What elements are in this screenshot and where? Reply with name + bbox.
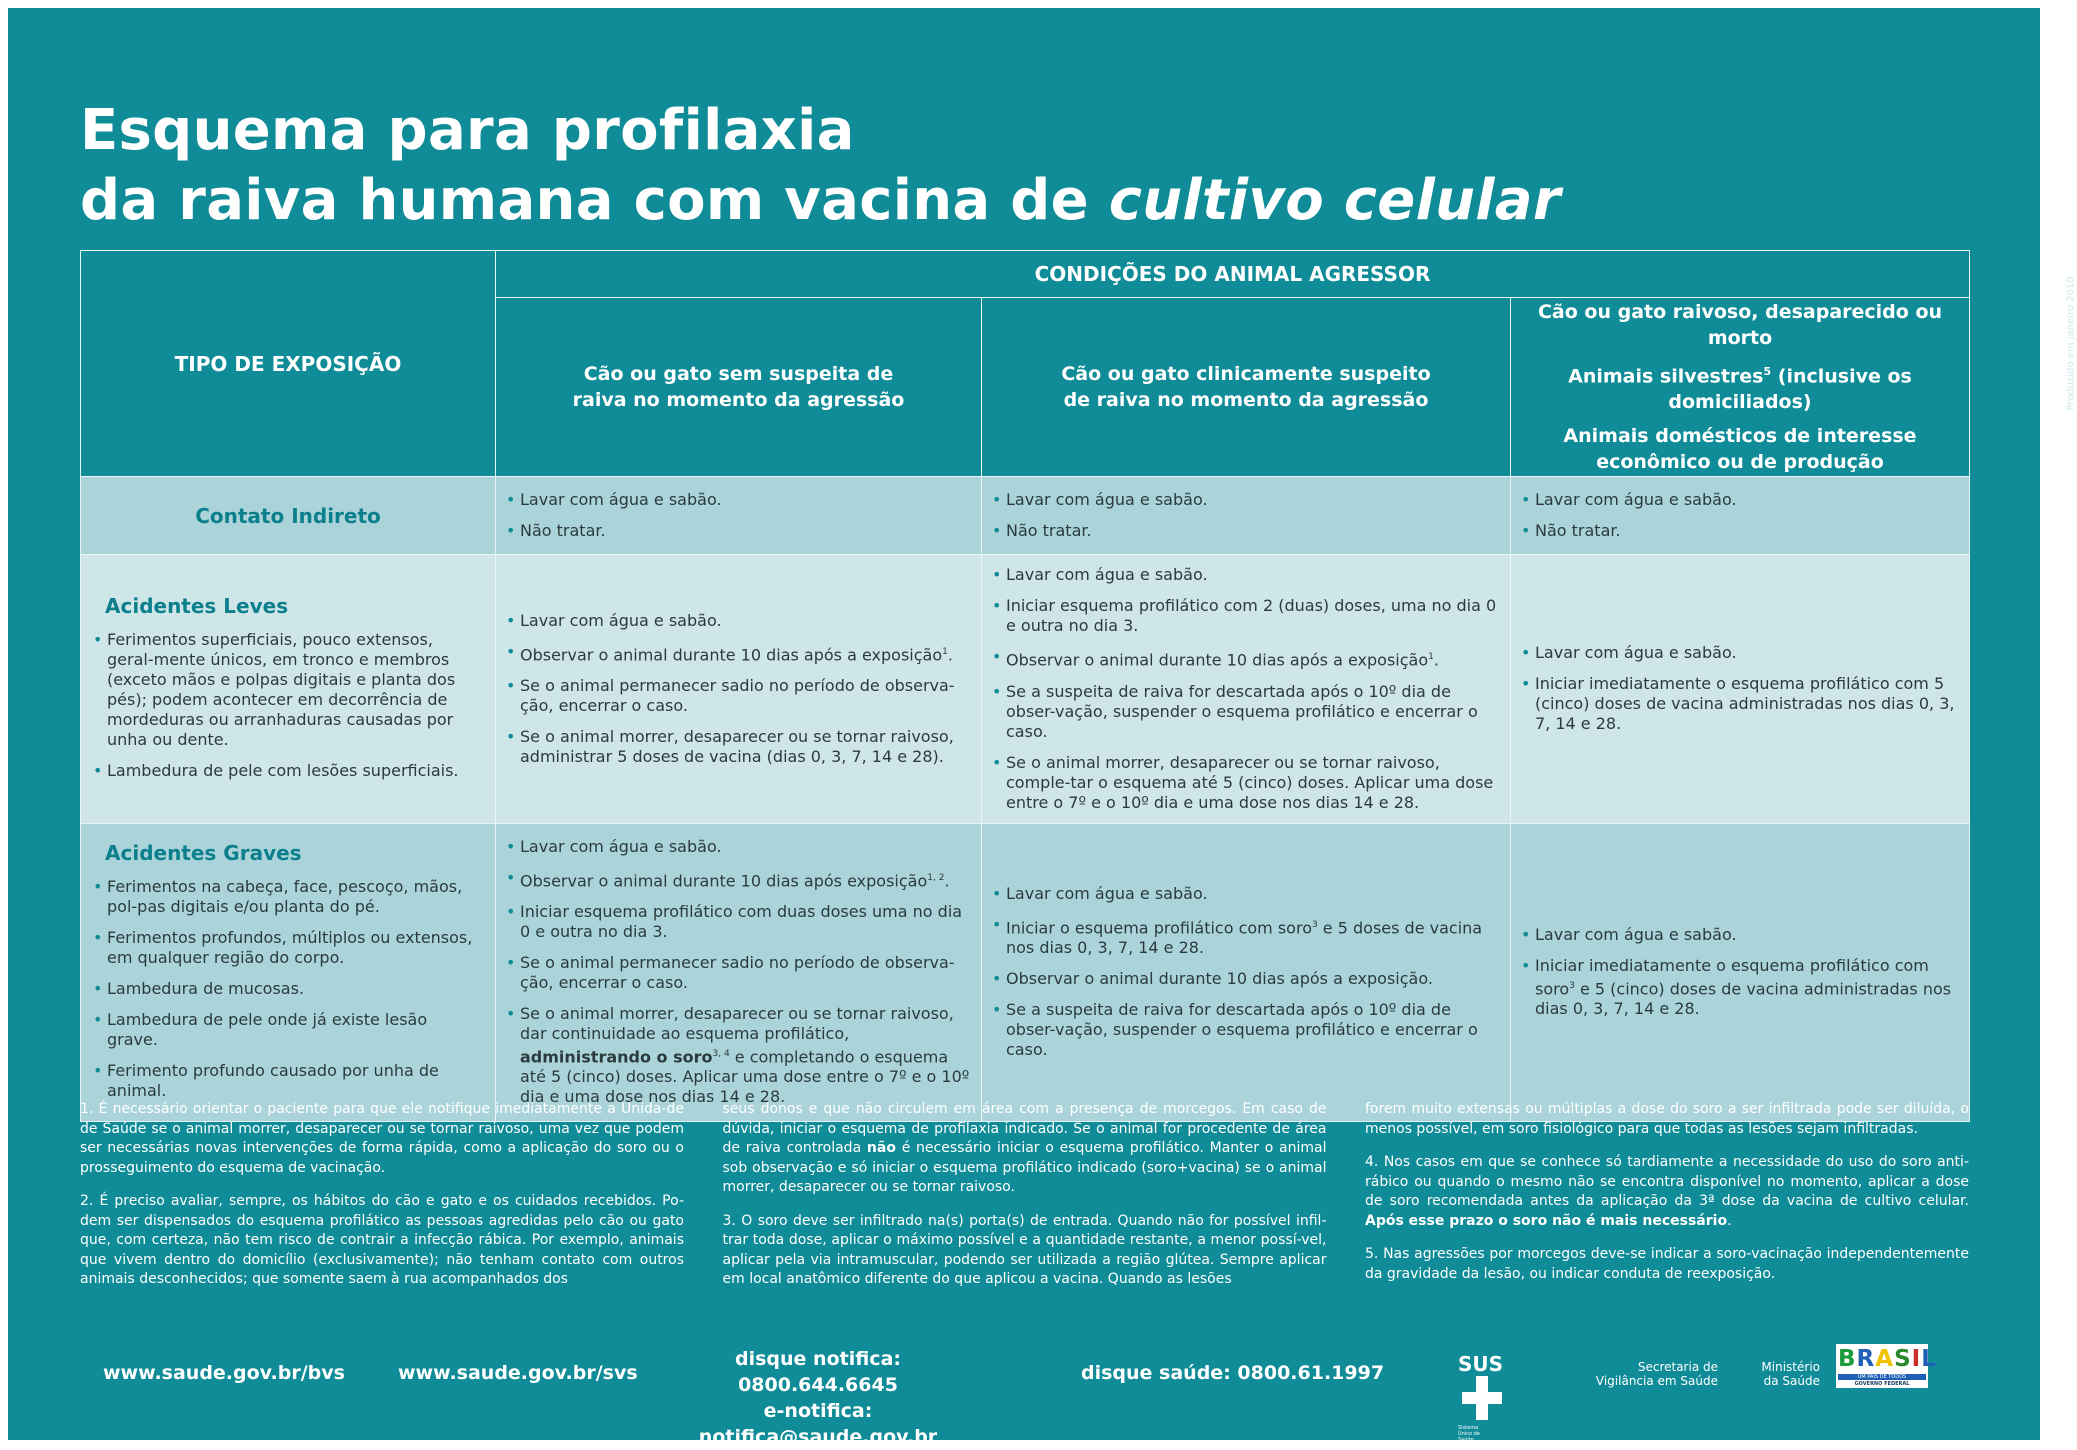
list-item: • Iniciar esquema profilático com duas doses uma no dia 0 e outra no dia 3. <box>506 902 971 942</box>
contact-notifica <box>668 1346 968 1450</box>
list-item: • Lavar com água e sabão. <box>506 490 971 510</box>
secretaria-line-1: Secretaria de <box>1637 1360 1718 1374</box>
brasil-wordmark: BRASIL <box>1838 1346 1937 1372</box>
table-row-acidentes-graves <box>81 823 1970 1121</box>
list-item: • Lavar com água e sabão. <box>1521 643 1959 663</box>
cell-ci-col1 <box>496 477 982 555</box>
header-tipo-exposicao: TIPO DE EXPOSIÇÃO <box>81 251 496 477</box>
sus-logo-text: SUS <box>1458 1352 1504 1376</box>
header-col3-silvestres: Animais silvestres <box>1568 365 1764 388</box>
prophylaxis-table <box>80 250 1970 1122</box>
cell-ci-col2 <box>982 477 1511 555</box>
brasil-logo <box>1836 1344 1937 1388</box>
footnotes-col-1 <box>80 1100 684 1304</box>
brasil-tagline: UM PAÍS DE TODOS <box>1838 1374 1926 1380</box>
cell-ag-col3 <box>1511 823 1970 1121</box>
list-item: • Iniciar imediatamente o esquema profilático com 5 (cinco) doses de vacina administradas nos dias 0, 3, 7, 14 e 28. <box>1521 674 1959 734</box>
list-item-text: e 5 (cinco) doses de vacina administradas nos dias 0, 3, 7, 14 e 28. <box>1535 979 1952 1019</box>
title-line-2: da raiva humana com vacina de <box>80 168 1109 233</box>
footnote-2-cont <box>723 1100 1327 1198</box>
list-item: • Lavar com água e sabão. <box>992 884 1500 904</box>
list-item: • Ferimentos profundos, múltiplos ou extensos, em qualquer região do corpo. <box>93 928 483 968</box>
list-item <box>1521 956 1959 1019</box>
cell-al-col3 <box>1511 555 1970 823</box>
list-item: • Não tratar. <box>506 521 971 541</box>
header-col3-line2 <box>1512 359 1968 415</box>
list-item-text: Observar o animal durante 10 dias após a exposição <box>520 645 943 665</box>
cell-al-col2 <box>982 555 1511 823</box>
list-item-text: Iniciar o esquema profilático com soro <box>1006 918 1312 938</box>
header-col2-line2: de raiva no momento da agressão <box>1063 389 1429 412</box>
list-item: • Não tratar. <box>1521 521 1959 541</box>
list-item: • Lambedura de mucosas. <box>93 979 483 999</box>
list-item: • Iniciar esquema profilático com 2 (duas) doses, uma no dia 0 e outra no dia 3. <box>992 596 1500 636</box>
disque-saude: disque saúde: 0800.61.1997 <box>1081 1362 1385 1384</box>
list-item: • Lavar com água e sabão. <box>506 837 971 857</box>
list-item: • Lambedura de pele onde já existe lesão grave. <box>93 1010 483 1050</box>
footnotes <box>80 1100 1969 1304</box>
link-svs[interactable]: www.saude.gov.br/svs <box>398 1362 638 1384</box>
footnote-text: 4. Nos casos em que se conhece só tardiamente a necessidade do uso do soro anti-rábico ou quando o mesmo não se encontra disponível no momento, aplicar a dose de soro recomendada antes da aplicação da 3ª dose da vacina de cultivo celular. <box>1365 1154 1969 1209</box>
brasil-governo: GOVERNO FEDERAL <box>1854 1381 1910 1387</box>
ministerio-logo <box>1738 1360 1820 1388</box>
secretaria-logo <box>1588 1360 1718 1388</box>
list-item: • Lavar com água e sabão. <box>1521 490 1959 510</box>
poster <box>8 8 2077 1448</box>
footnote-ref: 5 <box>1763 365 1772 378</box>
list-item <box>992 915 1500 958</box>
header-condicoes-animal: CONDIÇÕES DO ANIMAL AGRESSOR <box>496 251 1970 298</box>
row-title-acidentes-leves: Acidentes Leves <box>105 594 289 619</box>
list-item <box>506 1004 971 1107</box>
list-item-text: e 5 doses de vacina nos dias 0, 3, 7, 14 e 28. <box>1006 918 1483 958</box>
list-item-text: Se o animal morrer, desaparecer ou se tornar raivoso, dar continuidade ao esquema profilático, <box>520 1004 954 1044</box>
footnote-text: . <box>1727 1212 1732 1229</box>
list-item-text: Observar o animal durante 10 dias após exposição <box>520 871 928 891</box>
list-item: • Observar o animal durante 10 dias após exposição$^{1, 2}$. <box>506 868 971 891</box>
list-item: • Se o animal permanecer sadio no período de observa-ção, encerrar o caso. <box>506 953 971 993</box>
title-line-2-italic: cultivo celular <box>1108 168 1561 233</box>
title-line-1: Esquema para profilaxia <box>80 98 855 163</box>
list-item: • Se a suspeita de raiva for descartada após o 10º dia de obser-vação, suspender o esquema profilático e encerrar o caso. <box>992 682 1500 742</box>
row-title-acidentes-graves: Acidentes Graves <box>105 841 302 866</box>
header-col1-line2: raiva no momento da agressão <box>572 389 905 412</box>
list-item-bold: administrando o soro <box>520 1047 713 1067</box>
table-row-acidentes-leves <box>81 555 1970 823</box>
e-notifica[interactable]: e-notifica: notifica@saude.gov.br <box>698 1400 938 1448</box>
row-label-contato-indireto: Contato Indireto <box>81 477 496 555</box>
row-label-acidentes-leves <box>81 555 496 823</box>
link-bvs[interactable]: www.saude.gov.br/bvs <box>103 1362 345 1384</box>
list-item: • Lambedura de pele com lesões superficiais. <box>93 761 483 781</box>
footnote-bold: não <box>866 1140 896 1156</box>
footnote-ref: 3 <box>1311 919 1318 930</box>
list-item: • Observar o animal durante 10 dias após a exposição$^1$. <box>992 647 1500 670</box>
secretaria-line-2: Vigilância em Saúde <box>1595 1374 1718 1388</box>
cross-icon <box>1462 1376 1502 1420</box>
list-item: • Lavar com água e sabão. <box>992 565 1500 585</box>
cell-ci-col3 <box>1511 477 1970 555</box>
list-item-text: e completando o esquema até 5 (cinco) doses. Aplicar uma dose entre o 7º e o 10º dia e uma dose nos dias 14 e 28. <box>520 1047 970 1107</box>
list-item: • Se o animal morrer, desaparecer ou se tornar raivoso, administrar 5 doses de vacina (dias 0, 3, 7, 14 e 28). <box>506 727 971 767</box>
footnotes-col-2 <box>723 1100 1327 1304</box>
ministerio-line-2: da Saúde <box>1763 1374 1820 1388</box>
sus-logo-subtitle: Sistema Único de Saúde <box>1458 1424 1480 1443</box>
footnote-2: 2. É preciso avaliar, sempre, os hábitos do cão e gato e os cuidados recebidos. Po-dem ser dispensados do esquema profilático as pessoas agredidas pelo cão ou gato que, com certeza, não tem risco de contrair a infecção rábica. Por exemplo, animais que vivem dentro do domicílio (exclusivamente); não tenham contato com outros animais desconhecidos; que somente saem à rua acompanhados dos <box>80 1193 684 1287</box>
header-col-raivoso <box>1511 298 1970 477</box>
footnotes-col-3 <box>1365 1100 1969 1304</box>
list-item: • Não tratar. <box>992 521 1500 541</box>
header-col-suspeito <box>982 298 1511 477</box>
cell-ag-col2 <box>982 823 1511 1121</box>
footnote-text: é necessário iniciar o esquema profilático. Manter o animal sob observação e só iniciar o esquema profilático indicado (soro+vacina) se o animal morrer, desaparecer ou se tornar raivoso. <box>722 1140 1327 1195</box>
list-item: • Se o animal morrer, desaparecer ou se tornar raivoso, comple-tar o esquema até 5 (cinco) doses. Aplicar uma dose entre o 7º e o 10º dia e uma dose nos dias 14 e 28. <box>992 753 1500 813</box>
list-item-text: Observar o animal durante 10 dias após a exposição <box>1006 650 1429 670</box>
footnote-1: 1. É necessário orientar o paciente para que ele notifique imediatamente a Unida-de de Saúde se o animal morrer, desaparecer ou se tornar raivoso, uma vez que podem ser necessárias novas intervenções de forma rápida, como a aplicação do soro ou o prosseguimento do esquema de vacinação. <box>80 1101 684 1176</box>
page-title <box>80 96 1780 236</box>
list-item: • Lavar com água e sabão. <box>506 611 971 631</box>
production-date-note: Produzido em janeiro 2010 <box>2065 276 2077 411</box>
list-item: • Ferimento profundo causado por unha de animal. <box>93 1061 483 1101</box>
footnote-ref: 1 <box>1428 652 1434 663</box>
footnote-ref: 1 <box>942 646 948 657</box>
footnote-bold: Após esse prazo o soro não é mais necessário <box>1365 1212 1728 1229</box>
header-col1-line1: Cão ou gato sem suspeita de <box>583 363 894 386</box>
list-item: • Observar o animal durante 10 dias após a exposição$^1$. <box>506 642 971 665</box>
footnote-5: 5. Nas agressões por morcegos deve-se indicar a soro-vacinação independentemente da gravidade da lesão, ou indicar conduta de reexposição. <box>1365 1246 1969 1282</box>
list-item: • Se a suspeita de raiva for descartada após o 10º dia de obser-vação, suspender o esquema profilático e encerrar o caso. <box>992 1000 1500 1060</box>
cell-ag-col1 <box>496 823 982 1121</box>
cell-al-col1 <box>496 555 982 823</box>
row-label-acidentes-graves <box>81 823 496 1121</box>
footnote-ref: 1, 2 <box>927 872 945 883</box>
footnote-3: 3. O soro deve ser infiltrado na(s) porta(s) de entrada. Quando não for possível infil-trar toda dose, aplicar o máximo possível e a quantidade restante, a menor possí-vel, aplicar pela via intramuscular, podendo ser utilizada a região glútea. Sempre aplicar em local anatômico diferente do que aplicou a vacina. Quando as lesões <box>722 1212 1327 1287</box>
table-row-contato-indireto <box>81 477 1970 555</box>
list-item: • Se o animal permanecer sadio no período de observa-ção, encerrar o caso. <box>506 676 971 716</box>
list-item-text: Iniciar imediatamente o esquema profilático com soro <box>1535 955 1929 999</box>
disque-notifica: disque notifica: 0800.644.6645 <box>735 1348 901 1396</box>
header-col2-line1: Cão ou gato clinicamente suspeito <box>1061 363 1431 386</box>
header-col3-line3: Animais domésticos de interesse econômico ou de produção <box>1563 425 1917 474</box>
sus-logo <box>1458 1352 1503 1444</box>
footnote-4 <box>1365 1153 1969 1231</box>
header-col3-line1: Cão ou gato raivoso, desaparecido ou morto <box>1537 301 1943 349</box>
header-col3-domiciliados: (inclusive os domiciliados) <box>1668 365 1912 414</box>
ministerio-line-1: Ministério <box>1761 1360 1820 1374</box>
header-col-sem-suspeita <box>496 298 982 477</box>
list-item: • Lavar com água e sabão. <box>992 490 1500 510</box>
footnote-ref: 3 <box>1569 980 1575 991</box>
list-item: • Ferimentos na cabeça, face, pescoço, mãos, pol-pas digitais e/ou planta do pé. <box>93 877 483 917</box>
list-item: • Lavar com água e sabão. <box>1521 925 1959 945</box>
list-item: • Observar o animal durante 10 dias após a exposição. <box>992 969 1500 989</box>
list-item: • Ferimentos superficiais, pouco extensos, geral-mente únicos, em tronco e membros (exceto mãos e polpas digitais e planta dos pés); podem acontecer em decorrência de mordeduras ou arranhaduras causadas por unha ou dente. <box>93 630 483 750</box>
footnote-text: seus donos e que não circulem em área com a presença de morcegos. Em caso de dúvida, iniciar o esquema de profilaxia indicado. Se o animal for procedente de área de raiva controlada <box>722 1101 1327 1156</box>
footnote-3-cont: forem muito extensas ou múltiplas a dose do soro a ser infiltrada pode ser diluída, o menos possível, em soro fisiológico para que todas as lesões sejam infiltradas. <box>1365 1101 1969 1137</box>
footnote-ref: 3, 4 <box>712 1049 730 1060</box>
